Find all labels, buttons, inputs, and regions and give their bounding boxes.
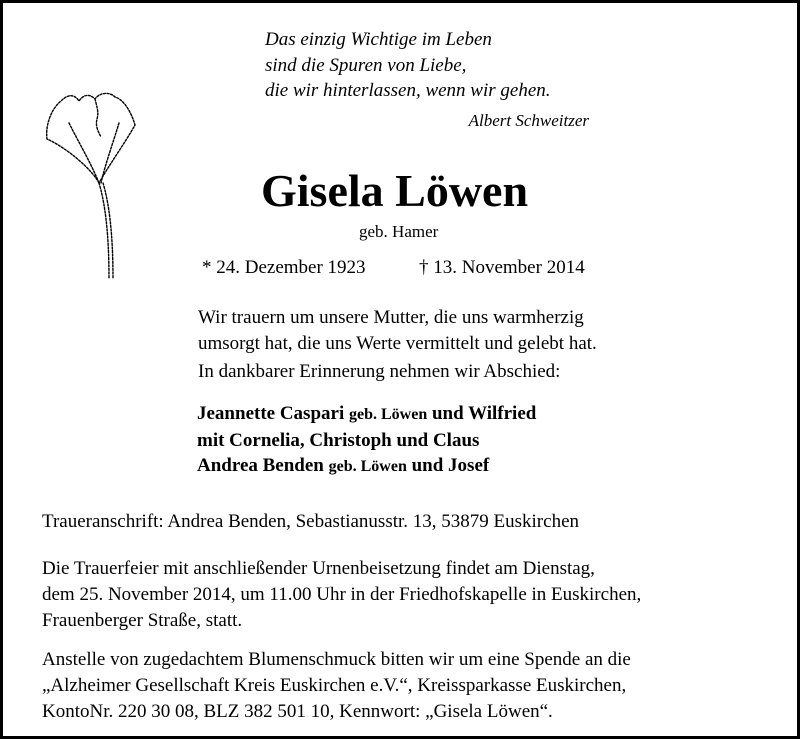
birth-name: geb. Hamer <box>359 222 439 241</box>
quote-line: sind die Spuren von Liebe, <box>265 54 467 76</box>
birth-date: * 24. Dezember 1923 <box>202 257 366 278</box>
mourner-line: mit Cornelia, Christoph und Claus <box>197 429 480 451</box>
donation-line: Anstelle von zugedachtem Blumenschmuck bitten wir um eine Spende an die <box>42 649 631 670</box>
mourners-list <box>197 401 536 480</box>
donation-line: „Alzheimer Gesellschaft Kreis Euskirchen e.V.“, Kreissparkasse Euskirchen, <box>42 675 627 696</box>
ceremony-line: Die Trauerfeier mit anschließender Urnenbeisetzung findet am Dienstag, <box>42 558 595 579</box>
deceased-name: Gisela Löwen <box>261 165 529 216</box>
death-date: † 13. November 2014 <box>419 257 585 278</box>
quote-author: Albert Schweitzer <box>468 111 589 130</box>
ceremony-info <box>42 556 641 634</box>
mourner-birth-note: geb. Löwen <box>348 406 428 423</box>
ceremony-line: Frauenberger Straße, statt. <box>42 610 243 631</box>
quote-block <box>265 27 551 104</box>
donation-line: KontoNr. 220 30 08, BLZ 382 501 10, Kennwort: „Gisela Löwen“. <box>42 701 553 722</box>
ceremony-line: dem 25. November 2014, um 11.00 Uhr in der Friedhofskapelle in Euskirchen, <box>42 584 642 605</box>
tribute-text <box>198 305 597 357</box>
donation-info <box>42 647 631 725</box>
mourning-address: Traueranschrift: Andrea Benden, Sebastianusstr. 13, 53879 Euskirchen <box>42 511 580 532</box>
mourner-rest: und Wilfried <box>431 403 537 424</box>
tribute-line: Wir trauern um unsere Mutter, die uns warmherzig <box>198 307 584 328</box>
mourner-birth-note: geb. Löwen <box>328 458 407 475</box>
tribute-line: umsorgt hat, die uns Werte vermittelt und gelebt hat. <box>198 333 597 354</box>
mourner-name: Jeannette Caspari <box>197 403 345 424</box>
mourner-line <box>197 453 536 480</box>
farewell-text: In dankbarer Erinnerung nehmen wir Abschied: <box>198 361 561 382</box>
mourner-rest: und Josef <box>411 455 490 476</box>
mourner-name: Andrea Benden <box>197 455 324 476</box>
ginkgo-leaf-icon <box>39 83 139 283</box>
quote-line: die wir hinterlassen, wenn wir gehen. <box>265 80 551 101</box>
mourner-line <box>197 401 536 428</box>
quote-line: Das einzig Wichtige im Leben <box>265 29 492 50</box>
